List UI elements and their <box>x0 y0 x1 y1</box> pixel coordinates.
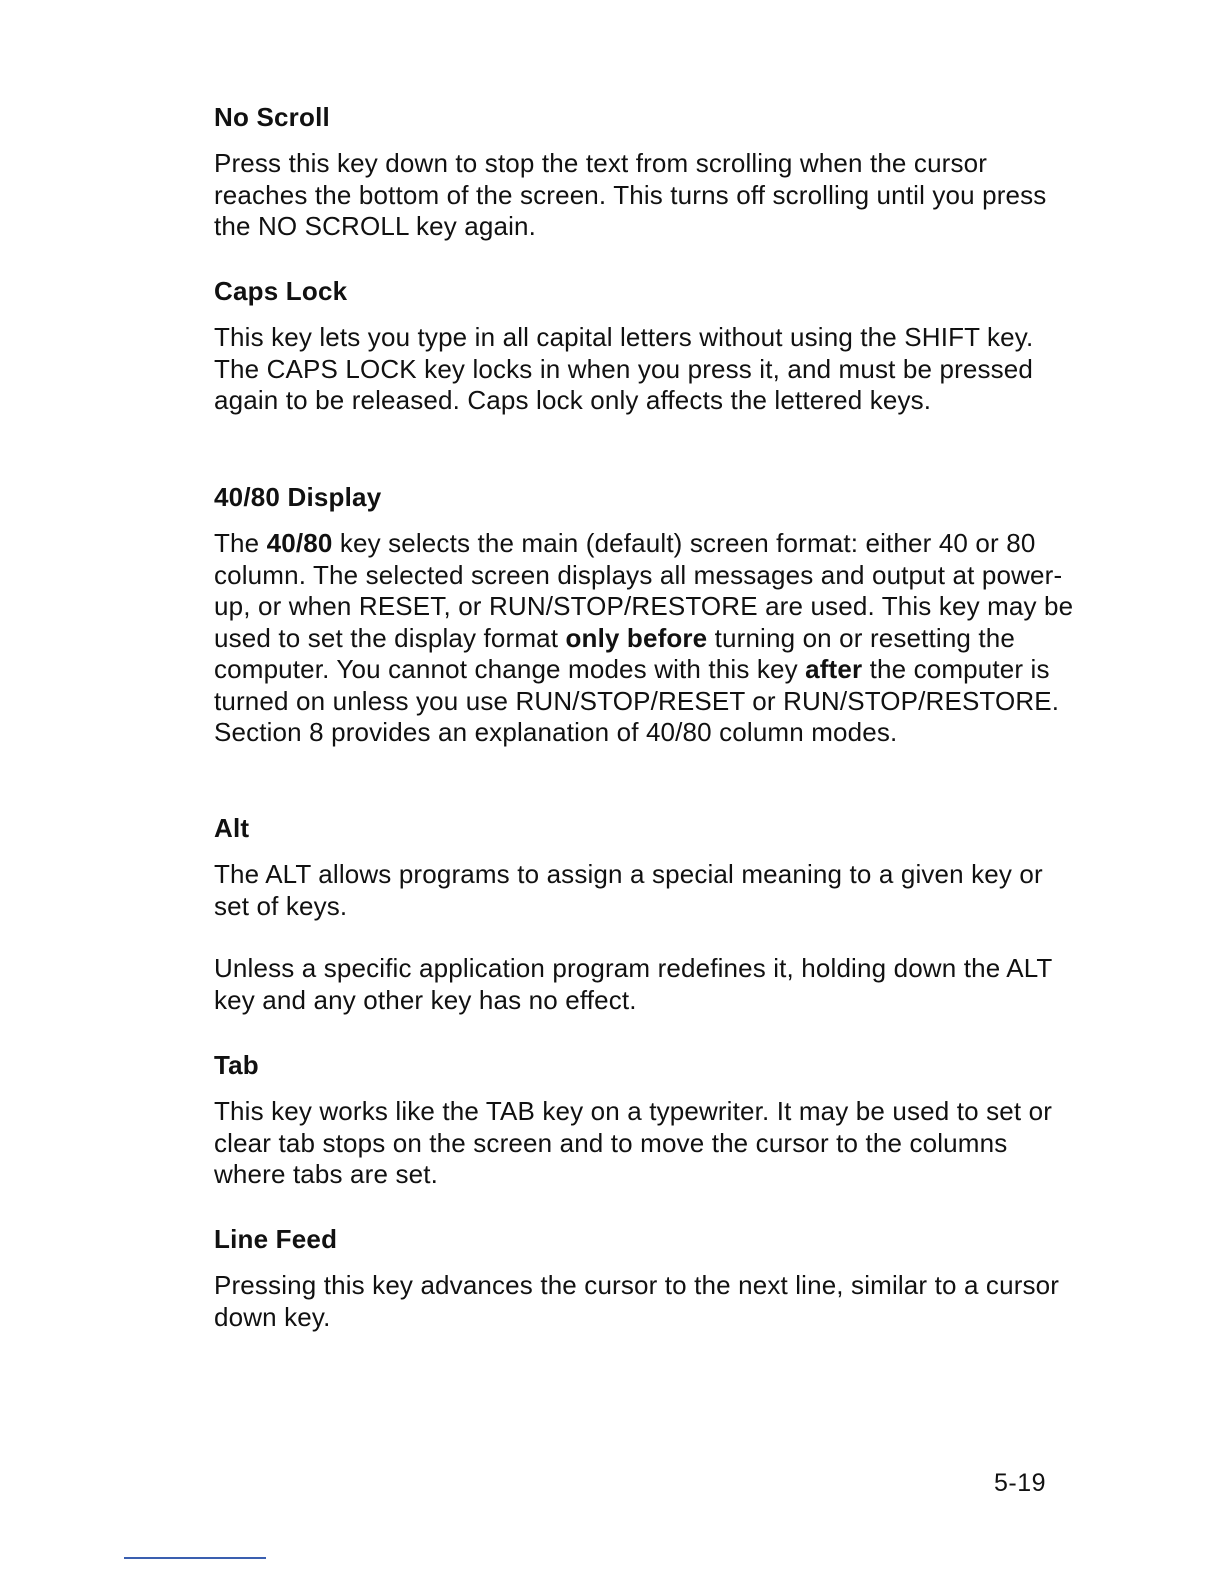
bold-text-run: only before <box>565 622 708 653</box>
section-heading: Caps Lock <box>214 276 348 306</box>
page-number: 5-19 <box>994 1469 1047 1497</box>
section-alt <box>214 813 1074 1016</box>
section-heading: No Scroll <box>214 102 330 132</box>
section-heading: Alt <box>214 813 250 843</box>
bold-text-run: after <box>805 654 863 684</box>
section-paragraph: This key lets you type in all capital letters without using the SHIFT key. The CAPS LOCK key locks in when you press it, and must be pressed again to be released. Caps lock only affects the lettered keys. <box>214 322 1034 415</box>
section-heading: Tab <box>214 1050 259 1080</box>
section-tab <box>214 1050 1074 1191</box>
section-heading: 40/80 Display <box>214 482 382 512</box>
section-no-scroll <box>214 102 1074 243</box>
section-caps-lock <box>214 276 1074 417</box>
section-paragraph: Unless a specific application program redefines it, holding down the ALT key and any other key has no effect. <box>214 953 1052 1015</box>
section-paragraph: Pressing this key advances the cursor to the next line, similar to a cursor down key. <box>214 1270 1060 1332</box>
section-heading: Line Feed <box>214 1224 338 1254</box>
section-paragraph: This key works like the TAB key on a typewriter. It may be used to set or clear tab stops on the screen and to move the cursor to the columns where tabs are set. <box>214 1096 1052 1189</box>
text-run: The <box>214 528 267 558</box>
text-run: key selects the main (default) screen format: either 40 or 80 column. The selected screen displays all messages and output at power-up, or when RESET, or RUN/STOP/RESTORE are used. This key may be used to set the display format <box>214 528 1074 653</box>
section-40-80-display <box>214 482 1074 749</box>
bold-text-run: 40/80 <box>266 528 333 558</box>
text-run: the computer is turned on unless you use RUN/STOP/RESET or RUN/STOP/RESTORE. Section 8 provides an explanation of 40/80 column modes. <box>214 654 1060 747</box>
section-paragraph: Press this key down to stop the text from scrolling when the cursor reaches the bottom of the screen. This turns off scrolling until you press the NO SCROLL key again. <box>214 148 1047 241</box>
bottom-rule <box>124 1557 266 1559</box>
section-line-feed <box>214 1224 1074 1333</box>
section-paragraph: The ALT allows programs to assign a special meaning to a given key or set of keys. <box>214 859 1043 921</box>
section-paragraph <box>214 528 1074 749</box>
text-run: turning on or resetting the computer. You cannot change modes with this key <box>214 622 1016 684</box>
